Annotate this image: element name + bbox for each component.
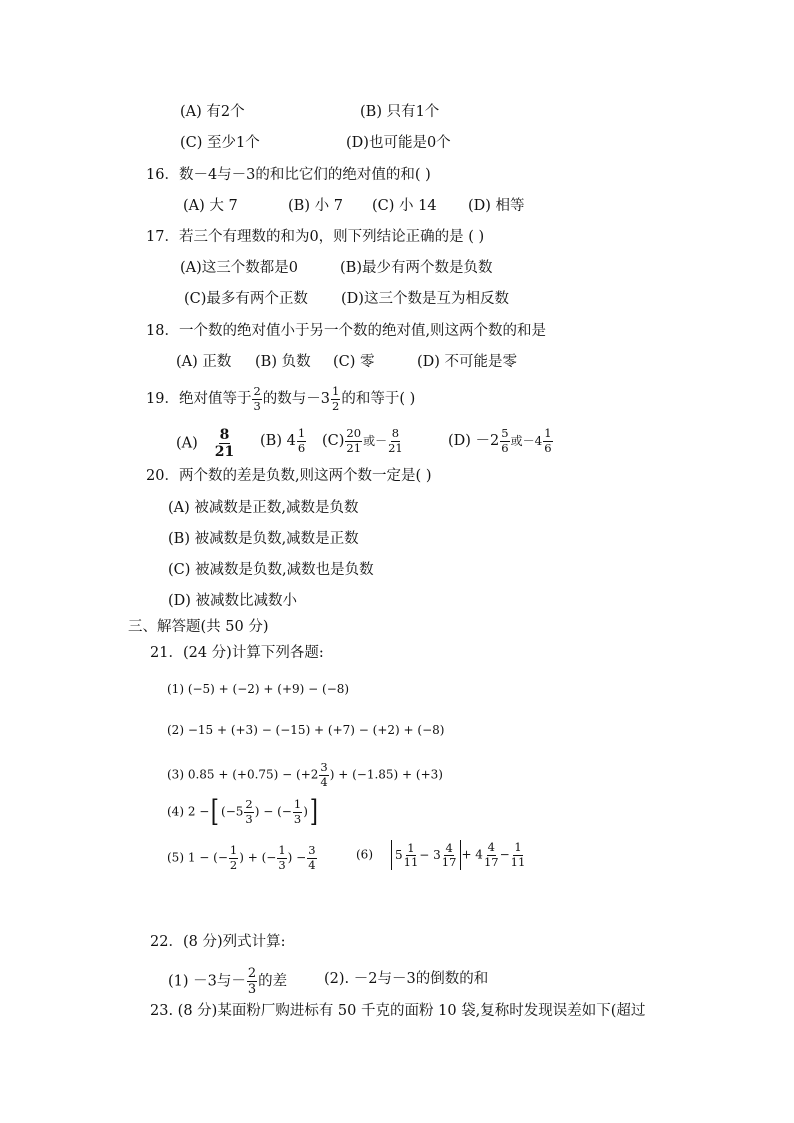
q20-option-c: (C) 被减数是负数,减数也是负数 [168, 562, 374, 578]
q16-option-c: (C) 小 14 [372, 198, 437, 214]
q19-stem: 19．绝对值等于 $\frac{2}{3}$ 的数与－3 $\frac{1}{2}$ 的和等于( ) [146, 384, 416, 413]
fraction: $\frac{1}{11}$ [510, 840, 526, 869]
fraction: $\frac{1}{2}$ [332, 384, 340, 413]
fraction: $\frac{2}{3}$ [253, 384, 261, 413]
fraction: $\frac{4}{17}$ [483, 840, 499, 869]
q19-option-c: (C) $\frac{20}{21}$ 或－ $\frac{8}{21}$ [322, 426, 403, 455]
q16-option-d: (D) 相等 [468, 198, 525, 214]
fraction: $\frac{1}{3}$ [293, 797, 302, 826]
q22-part-1: (1) －3与－ $\frac{2}{3}$ 的差 [168, 966, 288, 997]
q17-option-b: (B)最少有两个数是负数 [340, 260, 493, 276]
q17-stem: 17．若三个有理数的和为0，则下列结论正确的是 ( ) [146, 229, 485, 245]
fraction: $\frac{1}{2}$ [229, 843, 238, 872]
q22-part-2: (2). －2与－3的倒数的和 [324, 971, 489, 987]
q20-stem: 20．两个数的差是负数,则这两个数一定是( ) [146, 468, 432, 484]
fraction: $\frac{1}{3}$ [278, 843, 286, 872]
absolute-value: 5 $\frac{1}{11}$ − 3 $\frac{4}{17}$ [391, 840, 461, 870]
fraction: $\frac{2}{3}$ [245, 797, 253, 826]
q21-part-3: (3) 0.85 + (+0.75) − (+2 $\frac{3}{4}$ ) + (−1.85) + (+3) [167, 760, 443, 789]
q19-option-b: (B) 4 $\frac{1}{6}$ [260, 426, 306, 455]
q20-option-a: (A) 被减数是正数,减数是负数 [168, 500, 359, 516]
q23-stem: 23. (8 分)某面粉厂购进标有 50 千克的面粉 10 袋,复称时发现误差如下(超过 [150, 1003, 646, 1019]
q16-option-a: (A) 大 7 [183, 198, 238, 214]
fraction: $\frac{4}{17}$ [441, 840, 457, 869]
q15-option-c: (C) 至少1个 [180, 135, 260, 151]
right-bracket: ] [309, 794, 318, 829]
q18-stem: 18．一个数的绝对值小于另一个数的绝对值,则这两个数的和是 [146, 323, 547, 339]
q18-option-b: (B) 负数 [255, 354, 311, 370]
q17-option-d: (D)这三个数是互为相反数 [341, 291, 509, 307]
q21-stem: 21．(24 分)计算下列各题: [150, 645, 324, 661]
q20-option-d: (D) 被减数比减数小 [168, 593, 298, 609]
fraction: $\frac{5}{6}$ [501, 426, 509, 455]
q21-part-1: (1) (−5) + (−2) + (+9) − (−8) [167, 682, 350, 696]
left-bracket: [ [211, 794, 220, 829]
q15-option-d: (D)也可能是0个 [346, 135, 451, 151]
fraction: $\frac{1}{6}$ [544, 426, 552, 455]
fraction: $\frac{3}{4}$ [320, 760, 328, 789]
q17-option-c: (C)最多有两个正数 [184, 291, 308, 307]
fraction: $\frac{1}{6}$ [297, 426, 306, 455]
fraction: $\frac{20}{21}$ [346, 426, 362, 455]
q15-option-a: (A) 有2个 [180, 104, 245, 120]
fraction: $\frac{3}{4}$ [308, 843, 316, 872]
q18-option-c: (C) 零 [333, 354, 375, 370]
q17-option-a: (A)这三个数都是0 [180, 260, 299, 276]
fraction: $\frac{2}{3}$ [247, 966, 257, 997]
q18-option-d: (D) 不可能是零 [417, 354, 518, 370]
q21-part-4: (4) 2 −[ (−5 $\frac{2}{3}$ ) − (− $\frac{1}{3}$ )] [167, 794, 318, 829]
q21-part-6: (6) 5 $\frac{1}{11}$ − 3 $\frac{4}{17}$ + 4 $\frac{4}{17}$ − $\frac{1}{11}$ [356, 840, 526, 869]
q20-option-b: (B) 被减数是负数,减数是正数 [168, 531, 359, 547]
q19-option-d: (D) －2 $\frac{5}{6}$ 或－4 $\frac{1}{6}$ [448, 426, 552, 455]
fraction: $\frac{1}{11}$ [403, 840, 419, 869]
fraction: $\frac{8}{21}$ [214, 427, 235, 460]
q21-part-2: (2) −15 + (+3) − (−15) + (+7) − (+2) + (−8) [167, 723, 445, 737]
q19-option-a: (A) $\frac{8}{21}$ [176, 427, 235, 460]
q22-stem: 22．(8 分)列式计算: [150, 934, 286, 950]
section-heading: 三、解答题(共 50 分) [128, 619, 269, 635]
q18-option-a: (A) 正数 [176, 354, 232, 370]
q16-option-b: (B) 小 7 [288, 198, 343, 214]
q21-part-5: (5) 1 − (− $\frac{1}{2}$ ) + (− $\frac{1}{3}$ ) − $\frac{3}{4}$ [167, 843, 316, 872]
q15-option-b: (B) 只有1个 [360, 104, 440, 120]
q16-stem: 16．数－4与－3的和比它们的绝对值的和( ) [146, 167, 431, 183]
fraction: $\frac{8}{21}$ [388, 426, 403, 455]
